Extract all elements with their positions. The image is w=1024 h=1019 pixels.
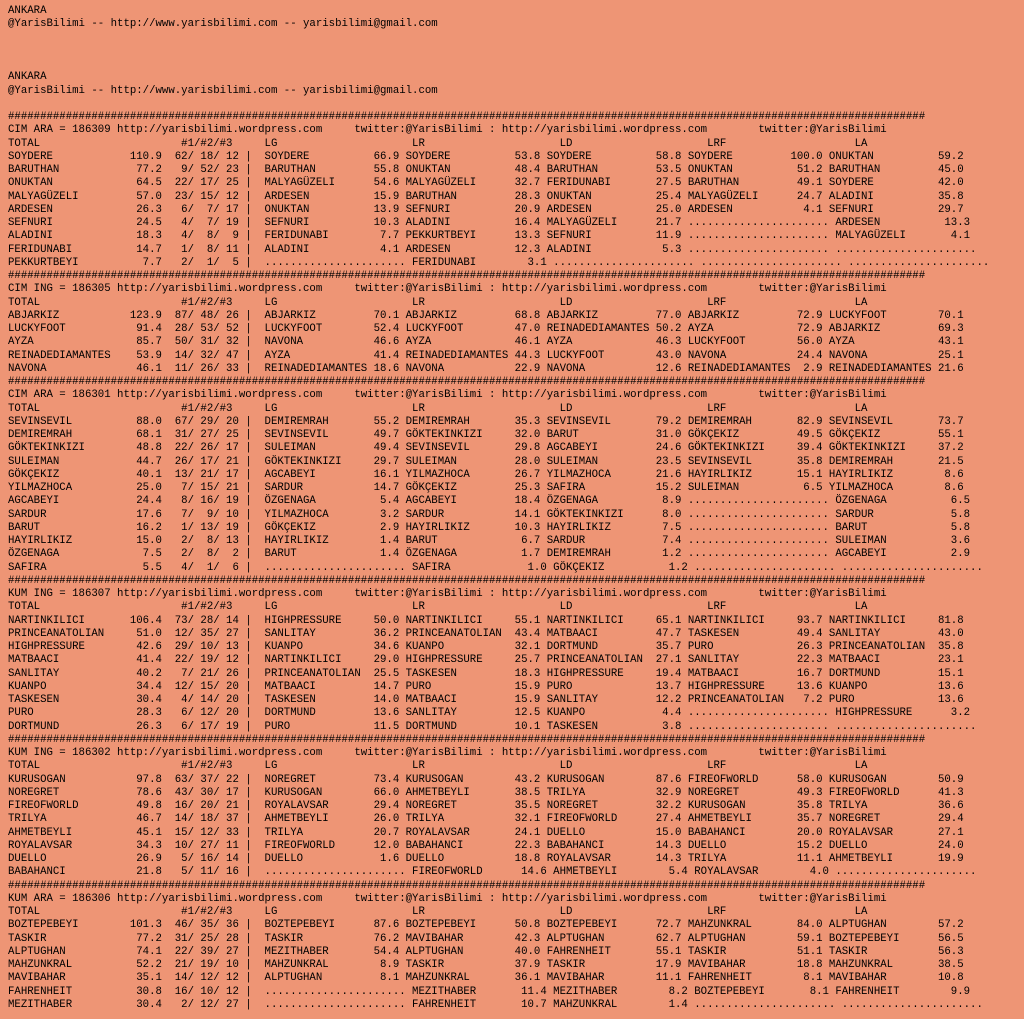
text-line: TOTAL #1/#2/#3 LG LR LD LRF LA xyxy=(8,402,868,415)
text-line: AHMETBEYLI 45.1 15/ 12/ 33 | TRILYA 20.7 ROYALAVSAR 24.1 DUELLO 15.0 BABAHANCI 20.0 ROYALAVSAR 27.1 xyxy=(8,826,964,839)
text-line: SAFIRA 5.5 4/ 1/ 6 | ...................... SAFIRA 1.0 GÖKÇEKIZ 1.2 ...................... ...................... xyxy=(8,561,983,574)
text-line: TOTAL #1/#2/#3 LG LR LD LRF LA xyxy=(8,137,868,150)
text-line: CIM ING = 186305 http://yarisbilimi.wordpress.com twitter:@YarisBilimi : http://yarisbilimi.wordpress.com twitter:@YarisBilimi xyxy=(8,283,887,296)
text-line: SARDUR 17.6 7/ 9/ 10 | YILMAZHOCA 3.2 SARDUR 14.1 GÖKTEKINKIZI 8.0 ...................... SARDUR 5.8 xyxy=(8,508,971,521)
text-line: BOZTEPEBEYI 101.3 46/ 35/ 36 | BOZTEPEBEYI 87.6 BOZTEPEBEYI 50.8 BOZTEPEBEYI 72.7 MAHZUNKRAL 84.0 ALPTUGHAN 57.2 xyxy=(8,919,964,932)
text-line: KUM ING = 186307 http://yarisbilimi.wordpress.com twitter:@YarisBilimi : http://yarisbilimi.wordpress.com twitter:@YarisBilimi xyxy=(8,588,887,600)
text-line: MEZITHABER 30.4 2/ 12/ 27 | ...................... FAHRENHEIT 10.7 MAHZUNKRAL 1.4 ...................... ...................... xyxy=(8,998,983,1011)
text-line: GÖKTEKINKIZI 48.8 22/ 26/ 17 | SULEIMAN 49.4 SEVINSEVIL 29.8 AGCABEYI 24.6 GÖKTEKINKIZI 39.4 GÖKTEKINKIZI 37.2 xyxy=(8,442,964,455)
text-line xyxy=(8,32,1024,45)
text-line: NAVONA 46.1 11/ 26/ 33 | REINADEDIAMANTES 18.6 NAVONA 22.9 NAVONA 12.6 REINADEDIAMANTES 2.9 REINADEDIAMANTES 21.6 xyxy=(8,362,964,375)
text-line: DORTMUND 26.3 6/ 17/ 19 | PURO 11.5 DORTMUND 10.1 TASKESEN 3.8 ...................... ...................... xyxy=(8,720,977,733)
text-line: SULEIMAN 44.7 26/ 17/ 21 | GÖKTEKINKIZI 29.7 SULEIMAN 28.0 SULEIMAN 23.5 SEVINSEVIL 35.8 DEMIREMRAH 21.5 xyxy=(8,455,964,468)
text-line: FAHRENHEIT 30.8 16/ 10/ 12 | ...................... MEZITHABER 11.4 MEZITHABER 8.2 BOZTEPEBEYI 8.1 FAHRENHEIT 9.9 xyxy=(8,985,971,998)
separator-line: ############################################################################################################################################### xyxy=(8,111,926,123)
text-line: SEFNURI 24.5 4/ 7/ 19 | SEFNURI 10.3 ALADINI 16.4 MALYAGÜZELI 21.7 ...................... ARDESEN 13.3 xyxy=(8,217,971,229)
text-line: TOTAL #1/#2/#3 LG LR LD LRF LA xyxy=(8,296,868,309)
text-line: TRILYA 46.7 14/ 18/ 37 | AHMETBEYLI 26.0 TRILYA 32.1 FIREOFWORLD 27.4 AHMETBEYLI 35.7 NOREGRET 29.4 xyxy=(8,813,964,826)
text-line: NARTINKILICI 106.4 73/ 28/ 14 | HIGHPRESSURE 50.0 NARTINKILICI 55.1 NARTINKILICI 65.1 NARTINKILICI 93.7 NARTINKILICI 81.8 xyxy=(8,614,964,627)
text-line: SEVINSEVIL 88.0 67/ 29/ 20 | DEMIREMRAH 55.2 DEMIREMRAH 35.3 SEVINSEVIL 79.2 DEMIREMRAH 82.9 SEVINSEVIL 73.7 xyxy=(8,415,964,428)
text-line: KUM ING = 186302 http://yarisbilimi.wordpress.com twitter:@YarisBilimi : http://yarisbilimi.wordpress.com twitter:@YarisBilimi xyxy=(8,747,887,759)
text-line: HAYIRLIKIZ 15.0 2/ 8/ 13 | HAYIRLIKIZ 1.4 BARUT 6.7 SARDUR 7.4 ...................... SULEIMAN 3.6 xyxy=(8,535,971,547)
text-line: ARDESEN 26.3 6/ 7/ 17 | ONUKTAN 13.9 SEFNURI 20.9 ARDESEN 25.0 ARDESEN 4.1 SEFNURI 29.7 xyxy=(8,203,964,216)
text-line: ALPTUGHAN 74.1 22/ 39/ 27 | MEZITHABER 54.4 ALPTUGHAN 40.0 FAHRENHEIT 55.1 TASKIR 51.1 TASKIR 56.3 xyxy=(8,945,964,958)
text-line xyxy=(8,98,1024,111)
text-line: SOYDERE 110.9 62/ 18/ 12 | SOYDERE 66.9 SOYDERE 53.8 SOYDERE 58.8 SOYDERE 100.0 ONUKTAN 59.2 xyxy=(8,150,964,163)
text-line: LUCKYFOOT 91.4 28/ 53/ 52 | LUCKYFOOT 52.4 LUCKYFOOT 47.0 REINADEDIAMANTES 50.2 AYZA 72.9 ABJARKIZ 69.3 xyxy=(8,323,964,335)
text-line: TOTAL #1/#2/#3 LG LR LD LRF LA xyxy=(8,760,868,773)
text-line: TOTAL #1/#2/#3 LG LR LD LRF LA xyxy=(8,906,868,918)
text-line: ONUKTAN 64.5 22/ 17/ 25 | MALYAGÜZELI 54.6 MALYAGÜZELI 32.7 FERIDUNABI 27.5 BARUTHAN 49.1 SOYDERE 42.0 xyxy=(8,177,964,190)
text-line: CIM ARA = 186309 http://yarisbilimi.wordpress.com twitter:@YarisBilimi : http://yarisbilimi.wordpress.com twitter:@YarisBilimi xyxy=(8,124,887,137)
text-line: ROYALAVSAR 34.3 10/ 27/ 11 | FIREOFWORLD 12.0 BABAHANCI 22.3 BABAHANCI 14.3 DUELLO 15.2 DUELLO 24.0 xyxy=(8,839,964,852)
text-line: AGCABEYI 24.4 8/ 16/ 19 | ÖZGENAGA 5.4 AGCABEYI 18.4 ÖZGENAGA 8.9 ...................... ÖZGENAGA 6.5 xyxy=(8,495,971,508)
text-line: BABAHANCI 21.8 5/ 11/ 16 | ...................... FIREOFWORLD 14.6 AHMETBEYLI 5.4 ROYALAVSAR 4.0 ...................... xyxy=(8,866,977,879)
text-line: KUM ARA = 186306 http://yarisbilimi.wordpress.com twitter:@YarisBilimi : http://yarisbilimi.wordpress.com twitter:@YarisBilimi xyxy=(8,892,887,905)
separator-line: ############################################################################################################################################### xyxy=(8,376,926,388)
text-line: AYZA 85.7 50/ 31/ 32 | NAVONA 46.6 AYZA 46.1 AYZA 46.3 LUCKYFOOT 56.0 AYZA 43.1 xyxy=(8,336,964,349)
text-line: ANKARA xyxy=(8,71,47,84)
text-line: KURUSOGAN 97.8 63/ 37/ 22 | NOREGRET 73.4 KURUSOGAN 43.2 KURUSOGAN 87.6 FIREOFWORLD 58.0 KURUSOGAN 50.9 xyxy=(8,773,964,786)
text-line: GÖKÇEKIZ 40.1 13/ 21/ 17 | AGCABEYI 16.1 YILMAZHOCA 26.7 YILMAZHOCA 21.6 HAYIRLIKIZ 15.1 HAYIRLIKIZ 8.6 xyxy=(8,468,964,481)
text-line: ABJARKIZ 123.9 87/ 48/ 26 | ABJARKIZ 70.1 ABJARKIZ 68.8 ABJARKIZ 77.0 ABJARKIZ 72.9 LUCKYFOOT 70.1 xyxy=(8,309,964,322)
text-line: TASKESEN 30.4 4/ 14/ 20 | TASKESEN 14.0 MATBAACI 15.9 SANLITAY 12.2 PRINCEANATOLIAN 7.2 PURO 13.6 xyxy=(8,694,964,706)
text-line: BARUT 16.2 1/ 13/ 19 | GÖKÇEKIZ 2.9 HAYIRLIKIZ 10.3 HAYIRLIKIZ 7.5 ...................... BARUT 5.8 xyxy=(8,521,971,534)
text-line: PEKKURTBEYI 7.7 2/ 1/ 5 | ...................... FERIDUNABI 3.1 ...................... ...................... ...................... xyxy=(8,256,990,269)
text-line: YILMAZHOCA 25.0 7/ 15/ 21 | SARDUR 14.7 GÖKÇEKIZ 25.3 SAFIRA 15.2 SULEIMAN 6.5 YILMAZHOCA 8.6 xyxy=(8,482,964,494)
text-line: BARUTHAN 77.2 9/ 52/ 23 | BARUTHAN 55.8 ONUKTAN 48.4 BARUTHAN 53.5 ONUKTAN 51.2 BARUTHAN 45.0 xyxy=(8,164,964,176)
text-line: MAVIBAHAR 35.1 14/ 12/ 12 | ALPTUGHAN 8.1 MAHZUNKRAL 36.1 MAVIBAHAR 11.1 FAHRENHEIT 8.1 MAVIBAHAR 10.8 xyxy=(8,972,964,985)
separator-line: ############################################################################################################################################### xyxy=(8,574,926,587)
separator-line: ############################################################################################################################################### xyxy=(8,733,926,746)
text-line: MAHZUNKRAL 52.2 21/ 19/ 10 | MAHZUNKRAL 8.9 TASKIR 37.9 TASKIR 17.9 MAVIBAHAR 18.8 MAHZUNKRAL 38.5 xyxy=(8,959,964,971)
text-line xyxy=(8,58,1024,71)
text-line: FIREOFWORLD 49.8 16/ 20/ 21 | ROYALAVSAR 29.4 NOREGRET 35.5 NOREGRET 32.2 KURUSOGAN 35.8 TRILYA 36.6 xyxy=(8,800,964,812)
text-line: ÖZGENAGA 7.5 2/ 8/ 2 | BARUT 1.4 ÖZGENAGA 1.7 DEMIREMRAH 1.2 ...................... AGCABEYI 2.9 xyxy=(8,548,971,561)
text-line: PURO 28.3 6/ 12/ 20 | DORTMUND 13.6 SANLITAY 12.5 KUANPO 4.4 ...................... HIGHPRESSURE 3.2 xyxy=(8,707,971,720)
text-line: MALYAGÜZELI 57.0 23/ 15/ 12 | ARDESEN 15.9 BARUTHAN 28.3 ONUKTAN 25.4 MALYAGÜZELI 24.7 ALADINI 35.8 xyxy=(8,190,964,203)
text-line: HIGHPRESSURE 42.6 29/ 10/ 13 | KUANPO 34.6 KUANPO 32.1 DORTMUND 35.7 PURO 26.3 PRINCEANATOLIAN 35.8 xyxy=(8,641,964,653)
text-line: TASKIR 77.2 31/ 25/ 28 | TASKIR 76.2 MAVIBAHAR 42.3 ALPTUGHAN 62.7 ALPTUGHAN 59.1 BOZTEPEBEYI 56.5 xyxy=(8,932,964,945)
separator-line: ############################################################################################################################################### xyxy=(8,879,926,892)
text-line: REINADEDIAMANTES 53.9 14/ 32/ 47 | AYZA 41.4 REINADEDIAMANTES 44.3 LUCKYFOOT 43.0 NAVONA 24.4 NAVONA 25.1 xyxy=(8,349,964,362)
text-line: ANKARA xyxy=(8,5,47,17)
text-line: KUANPO 34.4 12/ 15/ 20 | MATBAACI 14.7 PURO 15.9 PURO 13.7 HIGHPRESSURE 13.6 KUANPO 13.6 xyxy=(8,680,964,693)
text-line: @YarisBilimi -- http://www.yarisbilimi.com -- yarisbilimi@gmail.com xyxy=(8,18,438,31)
text-line: CIM ARA = 186301 http://yarisbilimi.wordpress.com twitter:@YarisBilimi : http://yarisbilimi.wordpress.com twitter:@YarisBilimi xyxy=(8,389,887,402)
text-line: NOREGRET 78.6 43/ 30/ 17 | KURUSOGAN 66.0 AHMETBEYLI 38.5 TRILYA 32.9 NOREGRET 49.3 FIREOFWORLD 41.3 xyxy=(8,786,964,799)
text-line: ALADINI 18.3 4/ 8/ 9 | FERIDUNABI 7.7 PEKKURTBEYI 13.3 SEFNURI 11.9 ...................... MALYAGÜZELI 4.1 xyxy=(8,230,971,243)
text-line: MATBAACI 41.4 22/ 19/ 12 | NARTINKILICI 29.0 HIGHPRESSURE 25.7 PRINCEANATOLIAN 27.1 SANLITAY 22.3 MATBAACI 23.1 xyxy=(8,654,964,667)
text-line: PRINCEANATOLIAN 51.0 12/ 35/ 27 | SANLITAY 36.2 PRINCEANATOLIAN 43.4 MATBAACI 47.7 TASKESEN 49.4 SANLITAY 43.0 xyxy=(8,627,964,640)
text-line: SANLITAY 40.2 7/ 21/ 26 | PRINCEANATOLIAN 25.5 TASKESEN 18.3 HIGHPRESSURE 19.4 MATBAACI 16.7 DORTMUND 15.1 xyxy=(8,667,964,680)
text-line: DEMIREMRAH 68.1 31/ 27/ 25 | SEVINSEVIL 49.7 GÖKTEKINKIZI 32.0 BARUT 31.0 GÖKÇEKIZ 49.5 GÖKÇEKIZ 55.1 xyxy=(8,429,964,441)
text-line: TOTAL #1/#2/#3 LG LR LD LRF LA xyxy=(8,601,868,614)
separator-line: ############################################################################################################################################### xyxy=(8,270,926,282)
text-line xyxy=(8,45,1024,58)
text-line: @YarisBilimi -- http://www.yarisbilimi.com -- yarisbilimi@gmail.com xyxy=(8,84,438,97)
text-line: FERIDUNABI 14.7 1/ 8/ 11 | ALADINI 4.1 ARDESEN 12.3 ALADINI 5.3 ...................... ...................... xyxy=(8,243,977,256)
text-line: DUELLO 26.9 5/ 16/ 14 | DUELLO 1.6 DUELLO 18.8 ROYALAVSAR 14.3 TRILYA 11.1 AHMETBEYLI 19.9 xyxy=(8,853,964,865)
